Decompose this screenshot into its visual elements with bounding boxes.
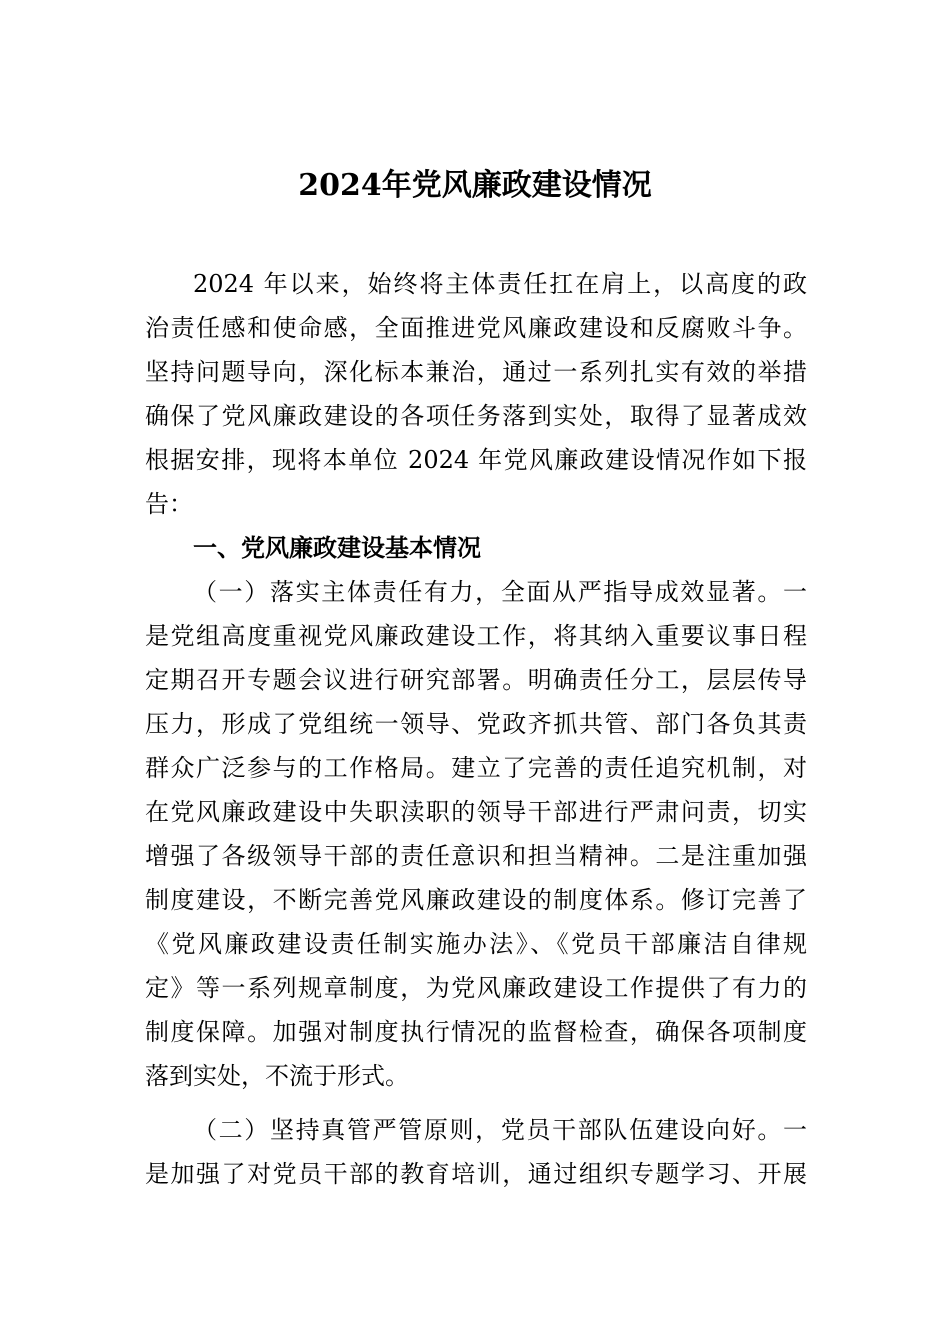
- paragraph-line: 定期召开专题会议进行研究部署。明确责任分工，层层传导: [145, 666, 807, 694]
- intro-line: 根据安排，现将本单位 2024 年党风廉政建设情况作如下报: [145, 446, 807, 474]
- intro-line: 坚持问题导向，深化标本兼治，通过一系列扎实有效的举措: [145, 358, 807, 386]
- paragraph-line: 在党风廉政建设中失职渎职的领导干部进行严肃问责，切实: [145, 798, 807, 826]
- document-title: 2024年党风廉政建设情况: [298, 168, 652, 203]
- paragraph-line: 是加强了对党员干部的教育培训，通过组织专题学习、开展: [145, 1160, 807, 1188]
- section-heading: 一、党风廉政建设基本情况: [193, 533, 481, 562]
- paragraph-line: 制度建设，不断完善党风廉政建设的制度体系。修订完善了: [145, 886, 807, 914]
- paragraph-line: 压力，形成了党组统一领导、党政齐抓共管、部门各负其责: [145, 710, 807, 738]
- intro-line: 2024 年以来，始终将主体责任扛在肩上，以高度的政: [193, 270, 807, 298]
- paragraph-line: 定》等一系列规章制度，为党风廉政建设工作提供了有力的: [145, 974, 807, 1002]
- paragraph-line: 制度保障。加强对制度执行情况的监督检查，确保各项制度: [145, 1018, 807, 1046]
- paragraph-line: 增强了各级领导干部的责任意识和担当精神。二是注重加强: [145, 842, 807, 870]
- intro-line: 确保了党风廉政建设的各项任务落到实处，取得了显著成效: [145, 402, 807, 430]
- paragraph-line: 落到实处，不流于形式。: [145, 1062, 409, 1090]
- paragraph-line: 《党风廉政建设责任制实施办法》、《党员干部廉洁自律规: [145, 930, 807, 958]
- paragraph-line: （一）落实主体责任有力，全面从严指导成效显著。一: [193, 578, 807, 606]
- paragraph-line: （二）坚持真管严管原则，党员干部队伍建设向好。一: [193, 1116, 807, 1144]
- intro-line: 治责任感和使命感，全面推进党风廉政建设和反腐败斗争。: [145, 314, 807, 342]
- intro-line: 告：: [145, 490, 193, 518]
- paragraph-line: 群众广泛参与的工作格局。建立了完善的责任追究机制，对: [145, 754, 807, 782]
- paragraph-line: 是党组高度重视党风廉政建设工作，将其纳入重要议事日程: [145, 622, 807, 650]
